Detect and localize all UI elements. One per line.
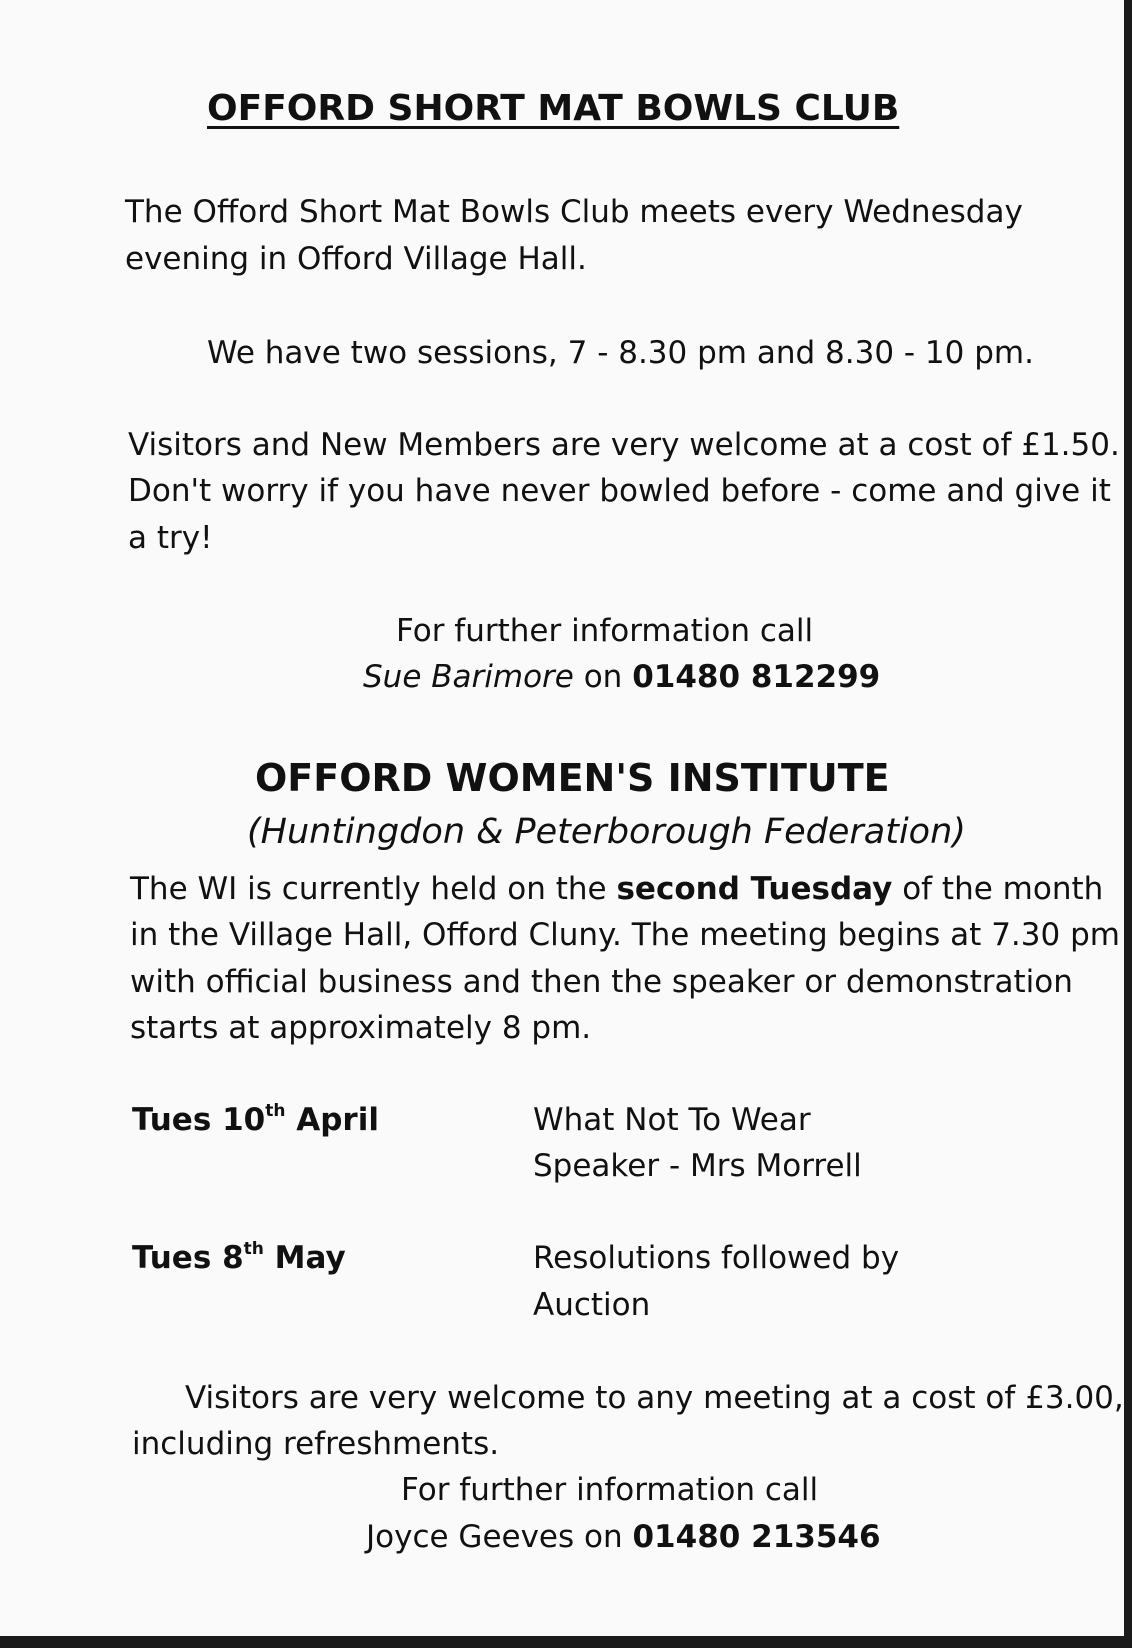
bowls-title: OFFORD SHORT MAT BOWLS CLUB: [207, 88, 900, 129]
bowls-visitors-line3: a try!: [128, 520, 213, 556]
wi-event-detail: Speaker - Mrs Morrell: [533, 1148, 862, 1184]
wi-event-date: [132, 1235, 346, 1282]
bowls-contact-phone: 01480 812299: [632, 659, 881, 695]
event-day-suffix: th: [265, 1101, 286, 1121]
bowls-contact-name: Sue Barimore: [363, 659, 574, 695]
wi-contact-line2: [366, 1514, 881, 1561]
bowls-intro-line1: The Offord Short Mat Bowls Club meets every Wednesday: [125, 194, 1023, 230]
wi-event-detail: Auction: [533, 1287, 651, 1323]
wi-event-date: [132, 1097, 379, 1144]
wi-subtitle: (Huntingdon & Peterborough Federation): [247, 812, 966, 852]
event-day-suffix: th: [243, 1239, 264, 1259]
wi-para-line1-c: of the month: [892, 871, 1104, 907]
bowls-intro-line2: evening in Offord Village Hall.: [125, 241, 587, 277]
wi-para-line3: with official business and then the speaker or demonstration: [130, 964, 1073, 1000]
bowls-visitors-line2: Don't worry if you have never bowled before - come and give it: [128, 473, 1111, 509]
event-day: Tues 8: [132, 1240, 244, 1276]
event-month: May: [263, 1240, 346, 1276]
wi-para-line4: starts at approximately 8 pm.: [130, 1010, 592, 1046]
bowls-contact-line1: For further information call: [396, 613, 814, 649]
wi-contact-line1: For further information call: [401, 1472, 819, 1508]
wi-event-title: Resolutions followed by: [533, 1240, 900, 1276]
wi-visitors-line1: Visitors are very welcome to any meeting at a cost of £3.00,: [185, 1380, 1124, 1416]
bowls-contact-on: on: [573, 659, 633, 695]
wi-title: OFFORD WOMEN'S INSTITUTE: [255, 756, 890, 800]
wi-para-line1-a: The WI is currently held on the: [130, 871, 617, 907]
wi-meeting-day: second Tuesday: [616, 871, 893, 907]
wi-para-line2: in the Village Hall, Offord Cluny. The meeting begins at 7.30 pm: [130, 917, 1120, 953]
wi-para-line1: [130, 866, 1103, 913]
scan-edge-right: [1124, 0, 1132, 1648]
wi-contact-phone: 01480 213546: [632, 1519, 881, 1555]
bowls-contact-line2: [363, 654, 880, 701]
wi-visitors-line2: including refreshments.: [132, 1426, 500, 1462]
event-month: April: [285, 1102, 379, 1138]
event-day: Tues 10: [132, 1102, 266, 1138]
scan-edge-bottom: [0, 1636, 1132, 1648]
bowls-sessions: We have two sessions, 7 - 8.30 pm and 8.30 - 10 pm.: [207, 335, 1034, 371]
wi-contact-name: Joyce Geeves on: [366, 1519, 633, 1555]
bowls-visitors-line1: Visitors and New Members are very welcome at a cost of £1.50.: [128, 427, 1120, 463]
wi-event-title: What Not To Wear: [533, 1102, 811, 1138]
